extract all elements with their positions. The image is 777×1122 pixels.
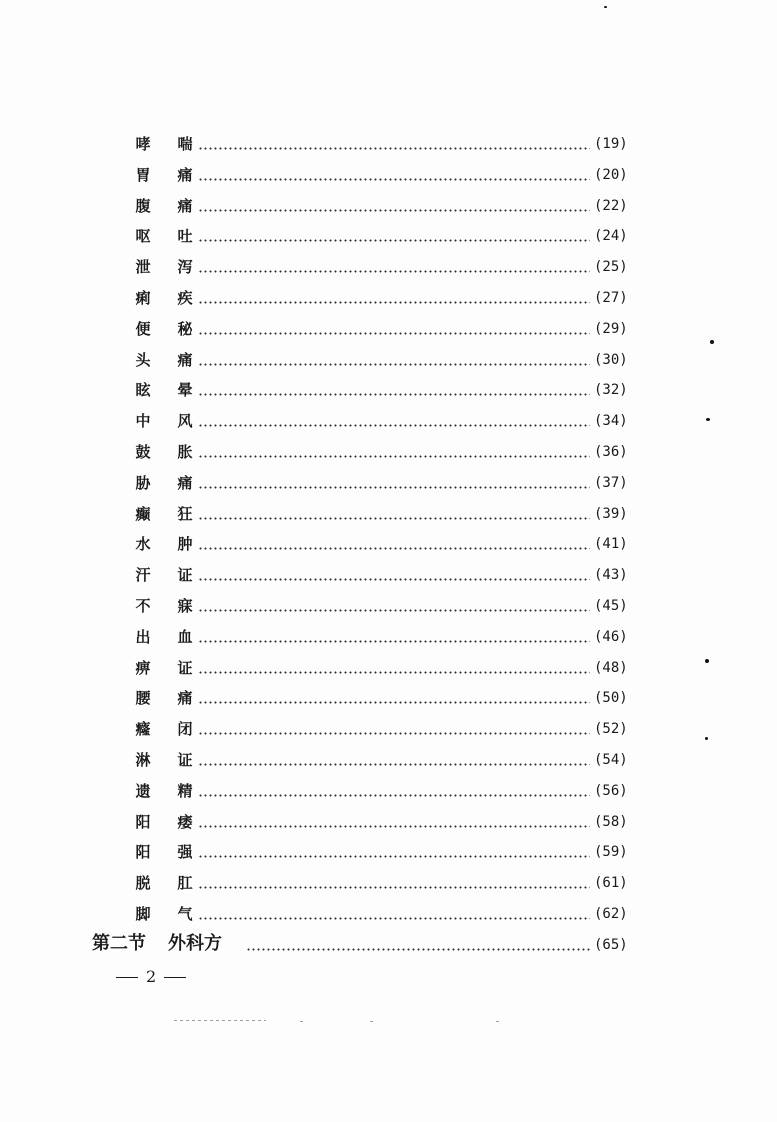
dot-leader <box>198 825 590 828</box>
dot-leader <box>198 886 590 889</box>
entry-title: 水 肿 <box>135 535 193 553</box>
scan-speck <box>705 737 708 740</box>
section-label: 第二节 <box>92 933 146 954</box>
entry-page-number: (27) <box>594 290 628 306</box>
toc-entry[interactable] <box>0 348 777 372</box>
entry-page-number: (36) <box>594 444 628 460</box>
entry-title: 痹 证 <box>135 659 193 677</box>
entry-title: 泄 泻 <box>135 258 193 276</box>
entry-page-number: (59) <box>594 844 628 860</box>
entry-title: 遗 精 <box>135 782 193 800</box>
dot-leader <box>198 424 590 427</box>
toc-entry[interactable] <box>0 779 777 803</box>
entry-page-number: (46) <box>594 629 628 645</box>
entry-page-number: (39) <box>594 506 628 522</box>
entry-page-number: (24) <box>594 228 628 244</box>
entry-title: 便 秘 <box>135 320 193 338</box>
dot-leader <box>198 701 590 704</box>
entry-page-number: (62) <box>594 906 628 922</box>
entry-page-number: (56) <box>594 783 628 799</box>
dot-leader <box>198 270 590 273</box>
entry-title: 脱 肛 <box>135 874 193 892</box>
entry-title: 胁 痛 <box>135 474 193 492</box>
toc-entry[interactable] <box>0 656 777 680</box>
toc-entry[interactable] <box>0 748 777 772</box>
entry-page-number: (22) <box>594 198 628 214</box>
entry-title: 眩 晕 <box>135 381 193 399</box>
entry-page-number: (30) <box>594 352 628 368</box>
toc-entry[interactable] <box>0 840 777 864</box>
entry-title: 呕 吐 <box>135 227 193 245</box>
toc-entry[interactable] <box>0 440 777 464</box>
toc-entry[interactable] <box>0 255 777 279</box>
toc-entry[interactable] <box>0 625 777 649</box>
toc-entry[interactable] <box>0 871 777 895</box>
footer-dash-right <box>164 977 186 978</box>
dot-leader <box>198 332 590 335</box>
entry-title: 阳 痿 <box>135 813 193 831</box>
page-footer <box>116 966 186 988</box>
entry-title: 中 风 <box>135 412 193 430</box>
toc-entry[interactable] <box>0 163 777 187</box>
scan-artifact-line <box>496 1021 502 1022</box>
entry-page-number: (58) <box>594 814 628 830</box>
entry-page-number: (61) <box>594 875 628 891</box>
entry-page-number: (52) <box>594 721 628 737</box>
toc-entry[interactable] <box>0 286 777 310</box>
toc-entry[interactable] <box>0 902 777 926</box>
scan-speck <box>710 340 714 344</box>
toc-entry[interactable] <box>0 317 777 341</box>
dot-leader <box>198 363 590 366</box>
entry-page-number: (32) <box>594 382 628 398</box>
dot-leader <box>198 578 590 581</box>
entry-title: 癫 狂 <box>135 505 193 523</box>
scan-artifact-line <box>300 1021 306 1022</box>
entry-title: 出 血 <box>135 628 193 646</box>
toc-section-entry[interactable] <box>0 933 777 957</box>
toc-entry[interactable] <box>0 594 777 618</box>
section-name: 外科方 <box>168 933 222 954</box>
footer-page-number: 2 <box>146 967 157 986</box>
scan-speck <box>706 418 710 421</box>
dot-leader <box>198 547 590 550</box>
section-title <box>92 931 222 957</box>
entry-title: 癃 闭 <box>135 720 193 738</box>
toc-entry[interactable] <box>0 563 777 587</box>
entry-title: 鼓 胀 <box>135 443 193 461</box>
toc-entry[interactable] <box>0 409 777 433</box>
dot-leader <box>198 855 590 858</box>
dot-leader <box>198 640 590 643</box>
dot-leader <box>198 763 590 766</box>
entry-title: 腰 痛 <box>135 689 193 707</box>
entry-title: 脚 气 <box>135 905 193 923</box>
dot-leader <box>198 178 590 181</box>
entry-title: 阳 强 <box>135 843 193 861</box>
dot-leader <box>198 517 590 520</box>
scan-artifact-line <box>174 1020 266 1021</box>
scan-speck <box>604 6 607 8</box>
footer-dash-left <box>116 977 138 978</box>
entry-page-number: (29) <box>594 321 628 337</box>
entry-page-number: (48) <box>594 660 628 676</box>
dot-leader <box>198 794 590 797</box>
dot-leader <box>198 455 590 458</box>
toc-entry[interactable] <box>0 471 777 495</box>
scan-speck <box>705 659 709 663</box>
entry-title: 哮 喘 <box>135 135 193 153</box>
entry-title: 腹 痛 <box>135 197 193 215</box>
dot-leader <box>198 301 590 304</box>
entry-title: 痢 疾 <box>135 289 193 307</box>
dot-leader <box>198 209 590 212</box>
entry-page-number: (19) <box>594 136 628 152</box>
toc-entry[interactable] <box>0 194 777 218</box>
dot-leader <box>198 393 590 396</box>
dot-leader <box>198 917 590 920</box>
entry-page-number: (43) <box>594 567 628 583</box>
entry-page-number: (37) <box>594 475 628 491</box>
dot-leader <box>246 948 590 951</box>
toc-entry[interactable] <box>0 532 777 556</box>
dot-leader <box>198 609 590 612</box>
entry-page-number: (20) <box>594 167 628 183</box>
toc-entry[interactable] <box>0 810 777 834</box>
toc-entry[interactable] <box>0 717 777 741</box>
toc-entry[interactable] <box>0 378 777 402</box>
dot-leader <box>198 671 590 674</box>
toc-entry[interactable] <box>0 224 777 248</box>
entry-page-number: (45) <box>594 598 628 614</box>
entry-title: 不 寐 <box>135 597 193 615</box>
section-page-number: (65) <box>594 937 628 953</box>
entry-title: 胃 痛 <box>135 166 193 184</box>
scan-artifact-line <box>370 1021 376 1022</box>
entry-page-number: (41) <box>594 536 628 552</box>
entry-page-number: (34) <box>594 413 628 429</box>
entry-title: 头 痛 <box>135 351 193 369</box>
toc-entry[interactable] <box>0 132 777 156</box>
toc-entry[interactable] <box>0 502 777 526</box>
dot-leader <box>198 147 590 150</box>
dot-leader <box>198 732 590 735</box>
toc-entry[interactable] <box>0 686 777 710</box>
entry-title: 淋 证 <box>135 751 193 769</box>
dot-leader <box>198 239 590 242</box>
entry-page-number: (54) <box>594 752 628 768</box>
entry-title: 汗 证 <box>135 566 193 584</box>
entry-page-number: (50) <box>594 690 628 706</box>
entry-page-number: (25) <box>594 259 628 275</box>
dot-leader <box>198 486 590 489</box>
